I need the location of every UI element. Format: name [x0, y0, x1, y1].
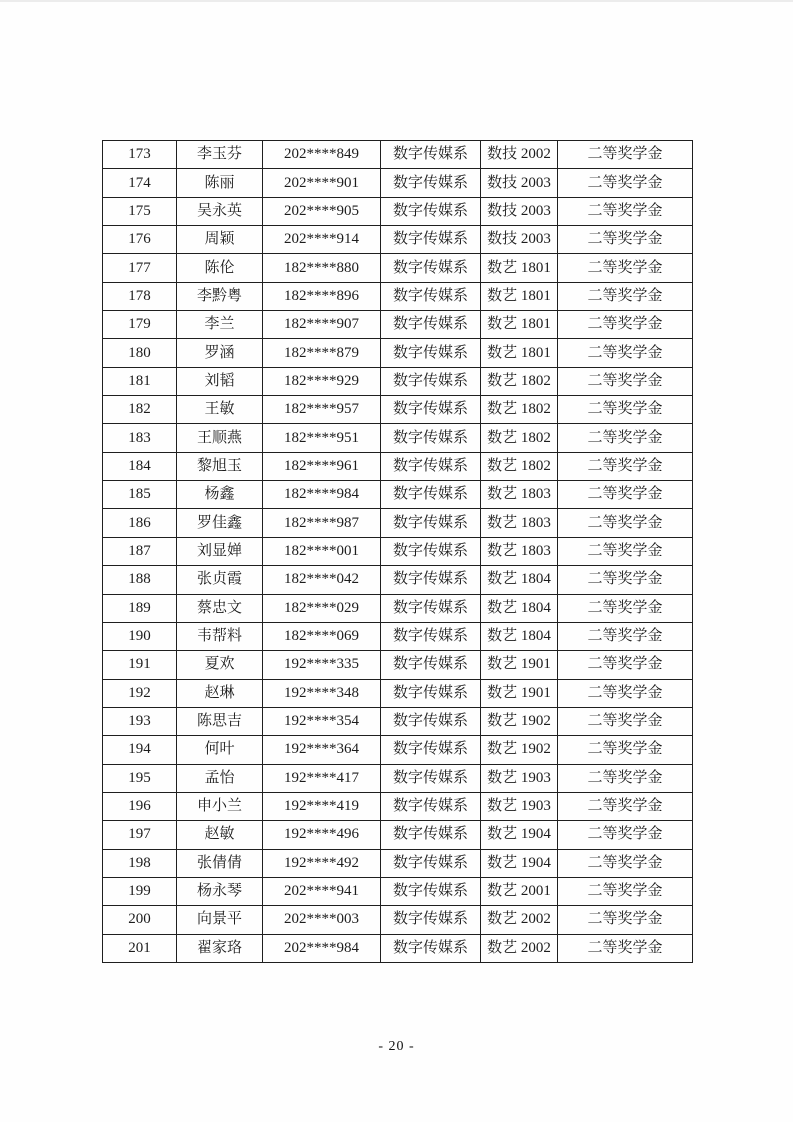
student-name-cell: 杨永琴: [177, 877, 263, 905]
class-cell: 数艺 1803: [481, 537, 558, 565]
student-name-cell: 王敏: [177, 396, 263, 424]
table-row: [103, 367, 693, 395]
student-name-cell: 夏欢: [177, 651, 263, 679]
class-cell: 数艺 1803: [481, 481, 558, 509]
department-cell: 数字传媒系: [381, 622, 481, 650]
table-row: [103, 481, 693, 509]
department-cell: 数字传媒系: [381, 311, 481, 339]
student-id-cell: 182****069: [263, 622, 381, 650]
row-number-cell: 199: [103, 877, 177, 905]
class-cell: 数艺 1802: [481, 424, 558, 452]
row-number-cell: 189: [103, 594, 177, 622]
student-name-cell: 韦帮料: [177, 622, 263, 650]
class-cell: 数艺 1904: [481, 849, 558, 877]
award-cell: 二等奖学金: [558, 311, 693, 339]
class-cell: 数艺 1801: [481, 282, 558, 310]
department-cell: 数字传媒系: [381, 679, 481, 707]
award-cell: 二等奖学金: [558, 509, 693, 537]
row-number-cell: 178: [103, 282, 177, 310]
table-body: [103, 141, 693, 963]
table-row: [103, 707, 693, 735]
table-row: [103, 424, 693, 452]
student-name-cell: 刘韬: [177, 367, 263, 395]
award-cell: 二等奖学金: [558, 594, 693, 622]
department-cell: 数字传媒系: [381, 821, 481, 849]
student-id-cell: 202****901: [263, 169, 381, 197]
department-cell: 数字传媒系: [381, 452, 481, 480]
row-number-cell: 190: [103, 622, 177, 650]
scholarship-award-table: [102, 140, 693, 963]
student-name-cell: 何叶: [177, 736, 263, 764]
student-name-cell: 王顺燕: [177, 424, 263, 452]
table-row: [103, 141, 693, 169]
department-cell: 数字传媒系: [381, 537, 481, 565]
student-id-cell: 182****042: [263, 566, 381, 594]
student-name-cell: 向景平: [177, 906, 263, 934]
table-row: [103, 849, 693, 877]
student-id-cell: 182****896: [263, 282, 381, 310]
table-row: [103, 594, 693, 622]
page-top-edge: [0, 0, 793, 2]
award-cell: 二等奖学金: [558, 736, 693, 764]
student-name-cell: 李玉芬: [177, 141, 263, 169]
student-id-cell: 192****335: [263, 651, 381, 679]
student-id-cell: 192****496: [263, 821, 381, 849]
student-name-cell: 李黔粤: [177, 282, 263, 310]
award-cell: 二等奖学金: [558, 481, 693, 509]
student-id-cell: 192****417: [263, 764, 381, 792]
student-id-cell: 182****961: [263, 452, 381, 480]
class-cell: 数艺 1903: [481, 792, 558, 820]
class-cell: 数艺 2001: [481, 877, 558, 905]
table-row: [103, 452, 693, 480]
class-cell: 数艺 1902: [481, 707, 558, 735]
department-cell: 数字传媒系: [381, 141, 481, 169]
student-name-cell: 张倩倩: [177, 849, 263, 877]
student-name-cell: 罗涵: [177, 339, 263, 367]
row-number-cell: 179: [103, 311, 177, 339]
class-cell: 数艺 2002: [481, 906, 558, 934]
row-number-cell: 180: [103, 339, 177, 367]
student-name-cell: 陈思吉: [177, 707, 263, 735]
table-row: [103, 736, 693, 764]
department-cell: 数字传媒系: [381, 792, 481, 820]
department-cell: 数字传媒系: [381, 651, 481, 679]
department-cell: 数字传媒系: [381, 197, 481, 225]
student-id-cell: 192****354: [263, 707, 381, 735]
row-number-cell: 176: [103, 226, 177, 254]
department-cell: 数字传媒系: [381, 934, 481, 962]
student-id-cell: 182****951: [263, 424, 381, 452]
award-cell: 二等奖学金: [558, 339, 693, 367]
student-name-cell: 翟家珞: [177, 934, 263, 962]
row-number-cell: 194: [103, 736, 177, 764]
award-cell: 二等奖学金: [558, 679, 693, 707]
student-id-cell: 182****879: [263, 339, 381, 367]
row-number-cell: 197: [103, 821, 177, 849]
student-id-cell: 182****907: [263, 311, 381, 339]
table-row: [103, 906, 693, 934]
row-number-cell: 191: [103, 651, 177, 679]
award-cell: 二等奖学金: [558, 424, 693, 452]
award-cell: 二等奖学金: [558, 169, 693, 197]
department-cell: 数字传媒系: [381, 481, 481, 509]
student-id-cell: 202****905: [263, 197, 381, 225]
class-cell: 数艺 1801: [481, 339, 558, 367]
row-number-cell: 201: [103, 934, 177, 962]
student-id-cell: 182****929: [263, 367, 381, 395]
row-number-cell: 184: [103, 452, 177, 480]
row-number-cell: 185: [103, 481, 177, 509]
student-id-cell: 202****003: [263, 906, 381, 934]
table-row: [103, 254, 693, 282]
award-cell: 二等奖学金: [558, 622, 693, 650]
row-number-cell: 193: [103, 707, 177, 735]
student-id-cell: 182****957: [263, 396, 381, 424]
row-number-cell: 181: [103, 367, 177, 395]
table-row: [103, 934, 693, 962]
table-row: [103, 679, 693, 707]
department-cell: 数字传媒系: [381, 509, 481, 537]
award-cell: 二等奖学金: [558, 764, 693, 792]
class-cell: 数艺 1803: [481, 509, 558, 537]
student-name-cell: 赵敏: [177, 821, 263, 849]
row-number-cell: 174: [103, 169, 177, 197]
table-row: [103, 877, 693, 905]
table-row: [103, 792, 693, 820]
table-row: [103, 282, 693, 310]
table-row: [103, 339, 693, 367]
row-number-cell: 183: [103, 424, 177, 452]
class-cell: 数艺 1804: [481, 622, 558, 650]
student-name-cell: 陈伦: [177, 254, 263, 282]
department-cell: 数字传媒系: [381, 594, 481, 622]
row-number-cell: 177: [103, 254, 177, 282]
class-cell: 数技 2003: [481, 197, 558, 225]
award-cell: 二等奖学金: [558, 849, 693, 877]
row-number-cell: 195: [103, 764, 177, 792]
row-number-cell: 175: [103, 197, 177, 225]
department-cell: 数字传媒系: [381, 254, 481, 282]
table-row: [103, 821, 693, 849]
student-name-cell: 赵琳: [177, 679, 263, 707]
student-id-cell: 192****492: [263, 849, 381, 877]
department-cell: 数字传媒系: [381, 226, 481, 254]
department-cell: 数字传媒系: [381, 849, 481, 877]
student-id-cell: 192****419: [263, 792, 381, 820]
student-name-cell: 黎旭玉: [177, 452, 263, 480]
student-name-cell: 孟怡: [177, 764, 263, 792]
table-row: [103, 396, 693, 424]
table-row: [103, 226, 693, 254]
student-id-cell: 182****029: [263, 594, 381, 622]
table-row: [103, 311, 693, 339]
student-name-cell: 吴永英: [177, 197, 263, 225]
table-row: [103, 169, 693, 197]
award-cell: 二等奖学金: [558, 651, 693, 679]
table-row: [103, 197, 693, 225]
department-cell: 数字传媒系: [381, 367, 481, 395]
table-row: [103, 651, 693, 679]
class-cell: 数艺 1901: [481, 679, 558, 707]
student-id-cell: 182****880: [263, 254, 381, 282]
student-name-cell: 蔡忠文: [177, 594, 263, 622]
department-cell: 数字传媒系: [381, 424, 481, 452]
student-name-cell: 陈丽: [177, 169, 263, 197]
student-id-cell: 182****001: [263, 537, 381, 565]
award-cell: 二等奖学金: [558, 226, 693, 254]
award-cell: 二等奖学金: [558, 707, 693, 735]
row-number-cell: 198: [103, 849, 177, 877]
row-number-cell: 200: [103, 906, 177, 934]
department-cell: 数字传媒系: [381, 736, 481, 764]
student-id-cell: 202****941: [263, 877, 381, 905]
award-cell: 二等奖学金: [558, 792, 693, 820]
student-id-cell: 202****914: [263, 226, 381, 254]
class-cell: 数技 2002: [481, 141, 558, 169]
department-cell: 数字传媒系: [381, 169, 481, 197]
student-name-cell: 罗佳鑫: [177, 509, 263, 537]
student-name-cell: 申小兰: [177, 792, 263, 820]
row-number-cell: 187: [103, 537, 177, 565]
class-cell: 数艺 2002: [481, 934, 558, 962]
table-row: [103, 509, 693, 537]
class-cell: 数艺 1801: [481, 311, 558, 339]
award-cell: 二等奖学金: [558, 282, 693, 310]
award-cell: 二等奖学金: [558, 906, 693, 934]
student-name-cell: 杨鑫: [177, 481, 263, 509]
class-cell: 数艺 1903: [481, 764, 558, 792]
student-name-cell: 周颖: [177, 226, 263, 254]
department-cell: 数字传媒系: [381, 396, 481, 424]
row-number-cell: 188: [103, 566, 177, 594]
table-row: [103, 566, 693, 594]
class-cell: 数艺 1804: [481, 566, 558, 594]
department-cell: 数字传媒系: [381, 764, 481, 792]
class-cell: 数艺 1801: [481, 254, 558, 282]
student-name-cell: 李兰: [177, 311, 263, 339]
department-cell: 数字传媒系: [381, 339, 481, 367]
award-cell: 二等奖学金: [558, 537, 693, 565]
row-number-cell: 192: [103, 679, 177, 707]
award-cell: 二等奖学金: [558, 566, 693, 594]
department-cell: 数字传媒系: [381, 566, 481, 594]
award-cell: 二等奖学金: [558, 254, 693, 282]
department-cell: 数字传媒系: [381, 906, 481, 934]
student-id-cell: 202****849: [263, 141, 381, 169]
student-name-cell: 刘显婵: [177, 537, 263, 565]
award-cell: 二等奖学金: [558, 821, 693, 849]
student-id-cell: 192****348: [263, 679, 381, 707]
award-cell: 二等奖学金: [558, 141, 693, 169]
table-row: [103, 537, 693, 565]
award-cell: 二等奖学金: [558, 934, 693, 962]
student-id-cell: 182****984: [263, 481, 381, 509]
row-number-cell: 173: [103, 141, 177, 169]
class-cell: 数技 2003: [481, 226, 558, 254]
class-cell: 数艺 1802: [481, 367, 558, 395]
award-cell: 二等奖学金: [558, 877, 693, 905]
department-cell: 数字传媒系: [381, 877, 481, 905]
student-id-cell: 202****984: [263, 934, 381, 962]
class-cell: 数艺 1802: [481, 452, 558, 480]
award-cell: 二等奖学金: [558, 396, 693, 424]
row-number-cell: 186: [103, 509, 177, 537]
department-cell: 数字传媒系: [381, 707, 481, 735]
class-cell: 数艺 1802: [481, 396, 558, 424]
class-cell: 数技 2003: [481, 169, 558, 197]
class-cell: 数艺 1804: [481, 594, 558, 622]
award-cell: 二等奖学金: [558, 197, 693, 225]
page-number: - 20 -: [378, 1039, 415, 1054]
department-cell: 数字传媒系: [381, 282, 481, 310]
row-number-cell: 196: [103, 792, 177, 820]
table-row: [103, 622, 693, 650]
class-cell: 数艺 1902: [481, 736, 558, 764]
award-cell: 二等奖学金: [558, 367, 693, 395]
award-cell: 二等奖学金: [558, 452, 693, 480]
student-name-cell: 张贞霞: [177, 566, 263, 594]
student-id-cell: 182****987: [263, 509, 381, 537]
table-row: [103, 764, 693, 792]
row-number-cell: 182: [103, 396, 177, 424]
class-cell: 数艺 1904: [481, 821, 558, 849]
class-cell: 数艺 1901: [481, 651, 558, 679]
student-id-cell: 192****364: [263, 736, 381, 764]
